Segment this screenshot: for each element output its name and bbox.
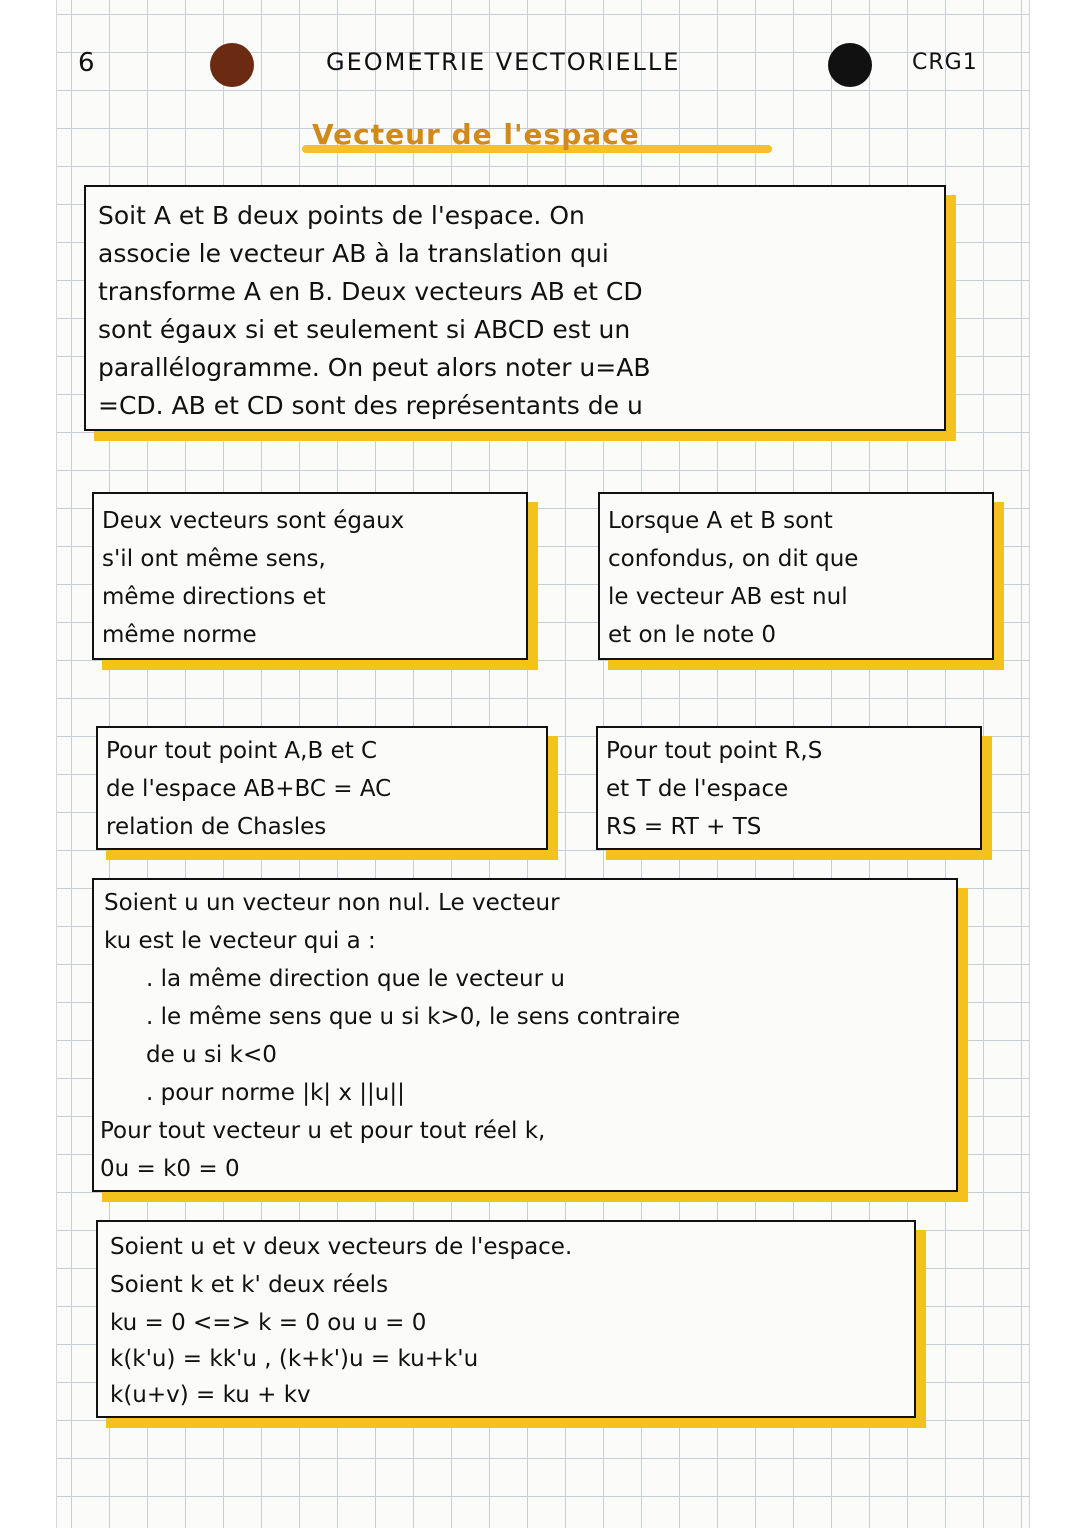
definition-line: associe le vecteur AB à la translation qui: [98, 239, 609, 268]
rst-line: RS = RT + TS: [606, 814, 762, 840]
properties-line: Soient k et k' deux réels: [110, 1272, 389, 1298]
chasles-line: de l'espace AB+BC = AC: [106, 776, 392, 802]
null-vector-line: confondus, on dit que: [608, 546, 859, 572]
rst-line: Pour tout point R,S: [606, 738, 823, 764]
definition-line: transforme A en B. Deux vecteurs AB et CD: [98, 277, 643, 306]
page-number: 6: [78, 48, 95, 78]
chasles-box: [96, 726, 548, 850]
properties-box: [96, 1220, 916, 1418]
binder-hole-right: [828, 43, 872, 87]
definition-line: =CD. AB et CD sont des représentants de u: [98, 391, 643, 420]
equality-line: Deux vecteurs sont égaux: [102, 508, 405, 534]
null-vector-line: le vecteur AB est nul: [608, 584, 848, 610]
scalar-product-box: [92, 878, 958, 1192]
scalar-line: de u si k<0: [146, 1042, 277, 1068]
scalar-line: . pour norme |k| x ||u||: [146, 1080, 405, 1106]
scalar-line: 0u = k0 = 0: [100, 1156, 240, 1182]
properties-line: k(k'u) = kk'u , (k+k')u = ku+k'u: [110, 1346, 479, 1372]
equality-line: s'il ont même sens,: [102, 546, 326, 572]
equality-line: même directions et: [102, 584, 326, 610]
binder-hole-left: [210, 43, 254, 87]
properties-line: ku = 0 <=> k = 0 ou u = 0: [110, 1310, 427, 1336]
null-vector-line: Lorsque A et B sont: [608, 508, 833, 534]
null-vector-box: [598, 492, 994, 660]
definition-line: parallélogramme. On peut alors noter u=AB: [98, 353, 651, 382]
scalar-line: Soient u un vecteur non nul. Le vecteur: [104, 890, 560, 916]
scalar-line: ku est le vecteur qui a :: [104, 928, 376, 954]
definition-line: Soit A et B deux points de l'espace. On: [98, 201, 585, 230]
equality-line: même norme: [102, 622, 257, 648]
rst-line: et T de l'espace: [606, 776, 789, 802]
page-header-title: GEOMETRIE VECTORIELLE: [326, 48, 681, 76]
properties-line: k(u+v) = ku + kv: [110, 1382, 311, 1408]
scalar-line: Pour tout vecteur u et pour tout réel k,: [100, 1118, 546, 1144]
course-code: CRG1: [912, 50, 978, 75]
definition-line: sont égaux si et seulement si ABCD est un: [98, 315, 631, 344]
scalar-line: . le même sens que u si k>0, le sens contraire: [146, 1004, 681, 1030]
equality-box: [92, 492, 528, 660]
chasles-line: relation de Chasles: [106, 814, 327, 840]
definition-box: [84, 185, 946, 431]
properties-line: Soient u et v deux vecteurs de l'espace.: [110, 1234, 573, 1260]
rst-box: [596, 726, 982, 850]
null-vector-line: et on le note 0: [608, 622, 777, 648]
scalar-line: . la même direction que le vecteur u: [146, 966, 565, 992]
section-title: Vecteur de l'espace: [312, 118, 640, 151]
chasles-line: Pour tout point A,B et C: [106, 738, 378, 764]
